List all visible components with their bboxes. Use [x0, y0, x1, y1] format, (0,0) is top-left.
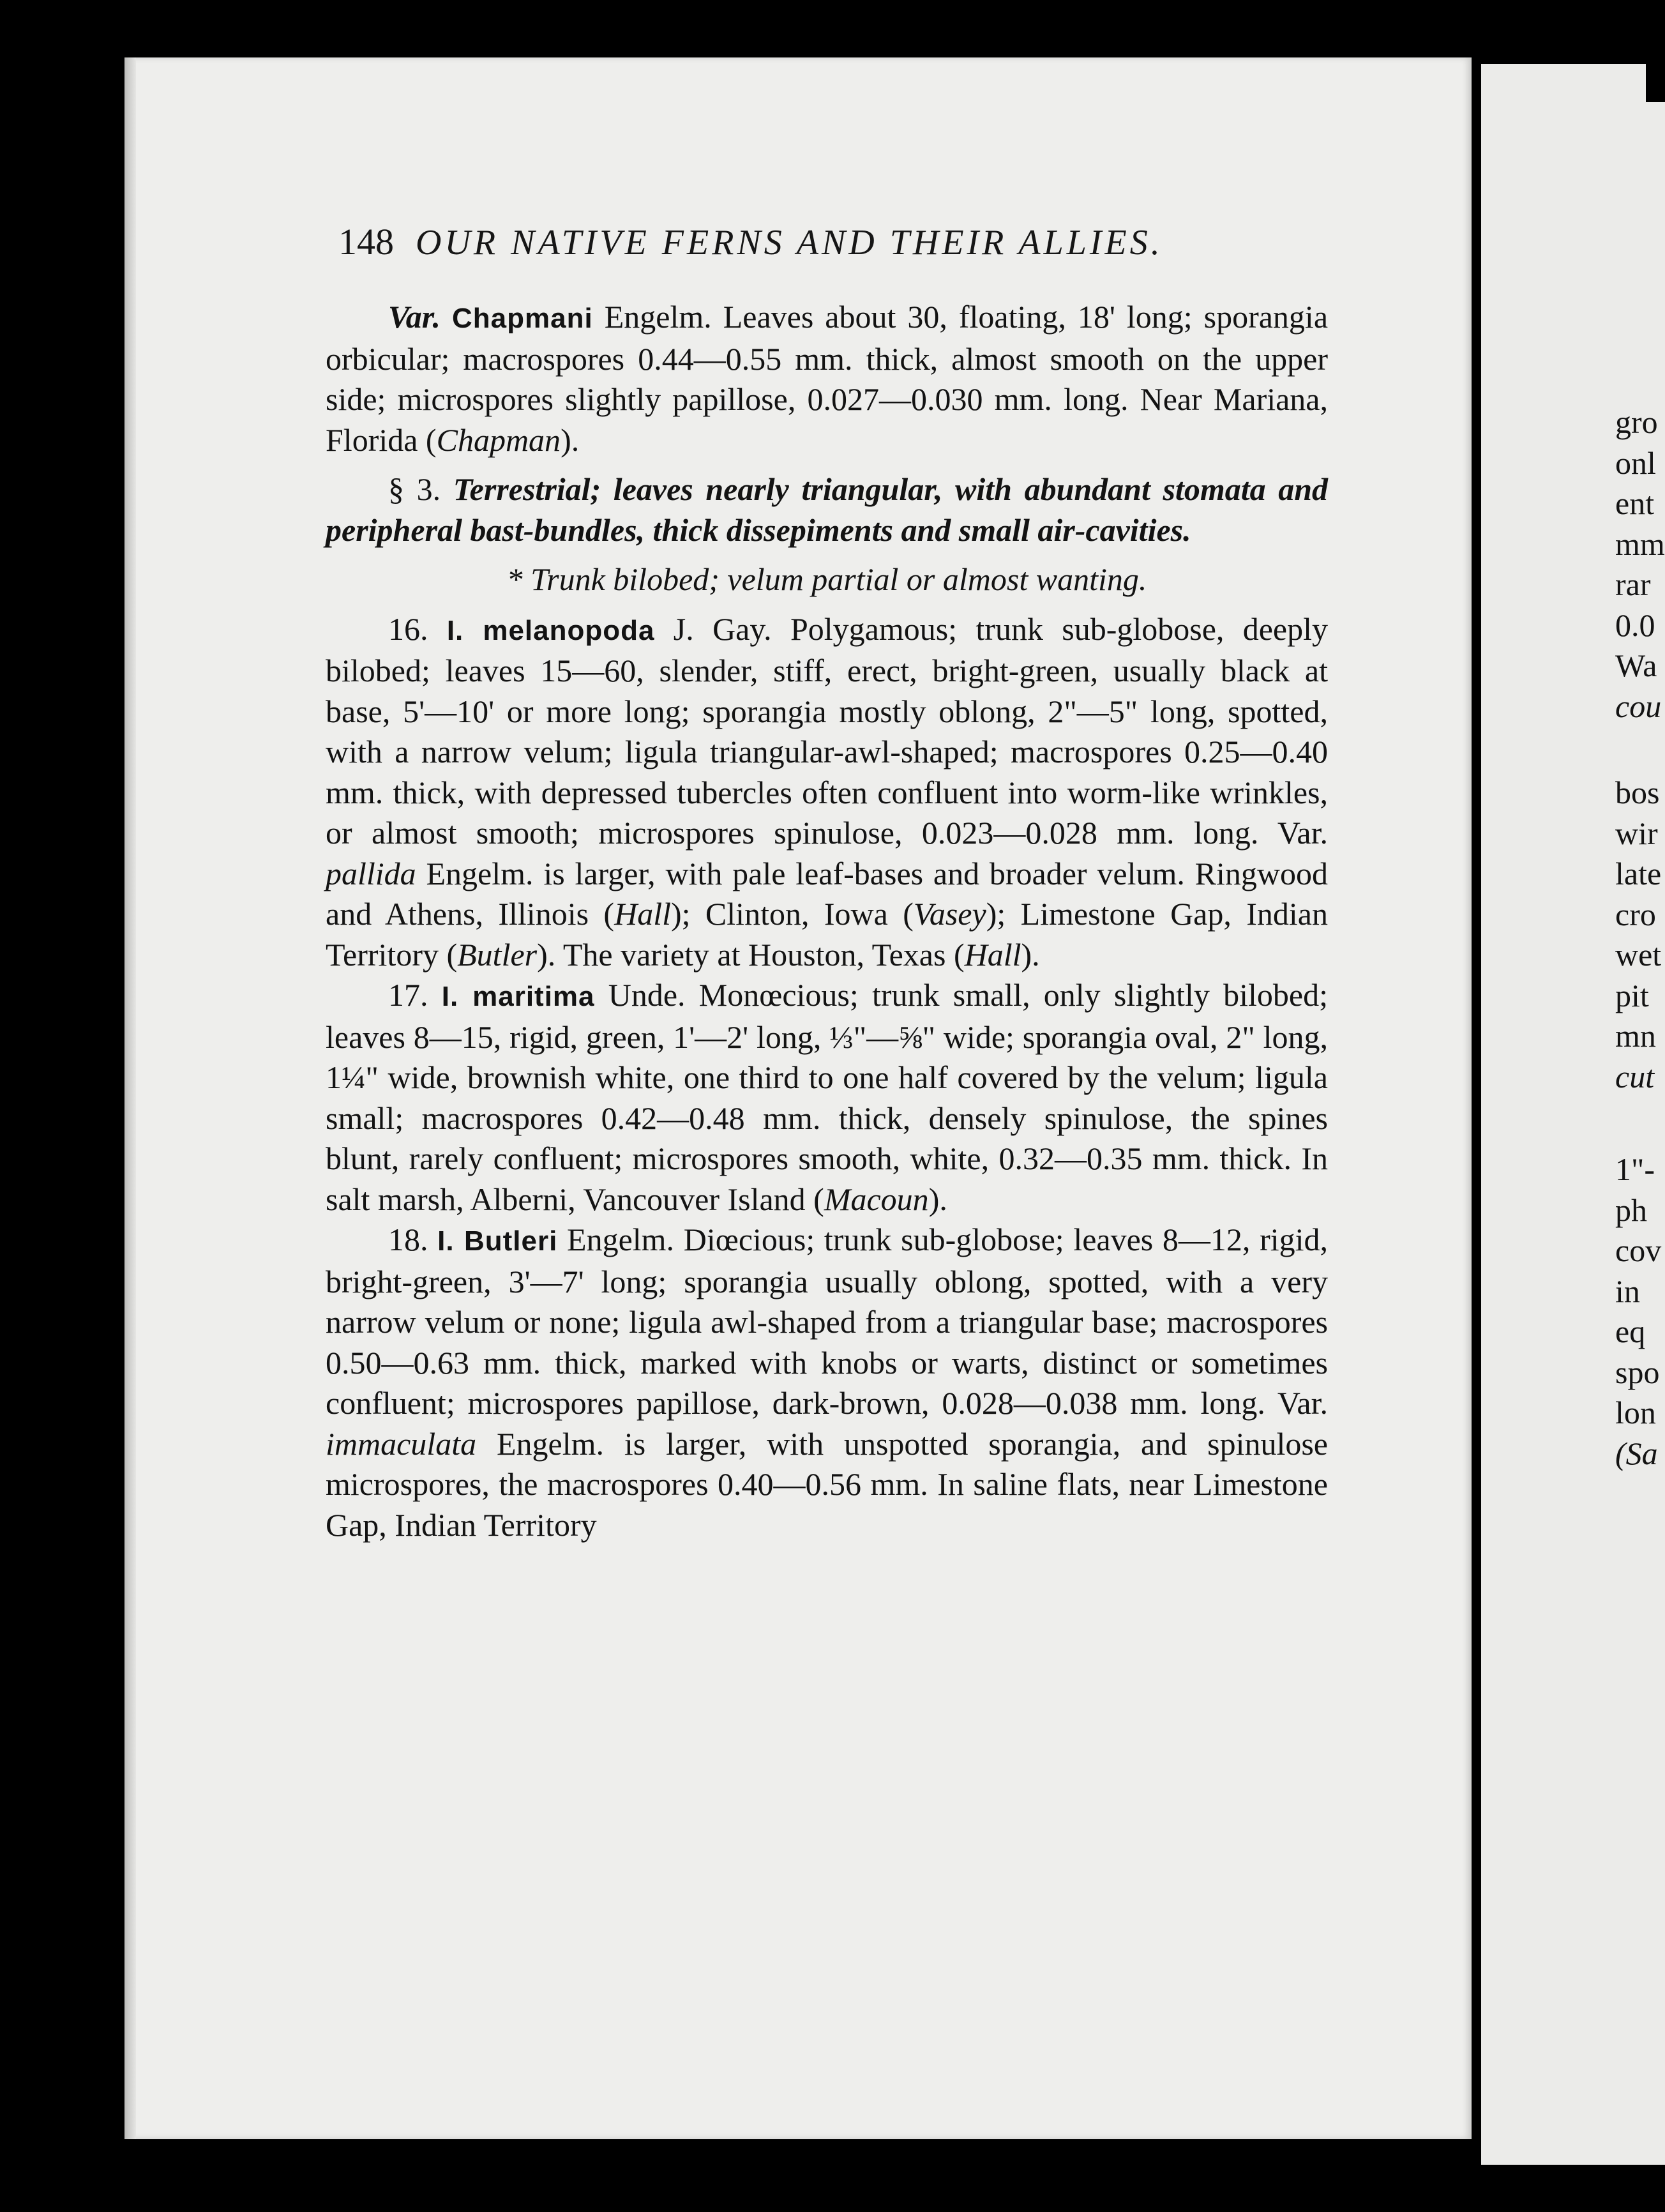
fragment-line: ent: [1615, 485, 1655, 521]
fragment-line: cov: [1615, 1232, 1662, 1268]
entry-text: Engelm. Leaves about 30, floating, 18' long; sporangia orbicular; macrospores 0.44—0.55 mm. thick, almost smooth on the upper side; microspores slightly papillose, 0.027—0.030 mm. long. Near Mariana, Florida (: [326, 299, 1329, 458]
fragment-line: mm: [1615, 526, 1665, 562]
entry-name: I. maritima: [441, 981, 595, 1012]
fragment-line: cut: [1615, 1058, 1655, 1095]
right-page-edge: [1481, 64, 1665, 2165]
entry-text: Unde. Monœcious; trunk small, only slightly bilobed; leaves 8—15, rigid, green, 1'—2' long, ⅓"—⅝" wide; sporangia oval, 2" long, 1¼" wide, brownish white, one third to one half covered by the velum; ligula small; macrospores 0.42—0.48 mm. thick, densely spinulose, the spines blunt, rarely confluent; microspores smooth, white, 0.32—0.35 mm. thick. In salt marsh, Alberni, Vancouver Island (: [326, 977, 1329, 1217]
fragment-line: in: [1615, 1273, 1640, 1309]
page-number: 148: [338, 221, 394, 262]
variety-name: pallida: [326, 855, 416, 891]
collector: Butler: [457, 936, 538, 973]
entry-butleri: [326, 1220, 1328, 1545]
fragment-line: Wa: [1615, 648, 1657, 683]
entry-number: 18.: [388, 1222, 428, 1257]
entry-text: ).: [1021, 936, 1040, 973]
collector: Hall: [964, 936, 1021, 973]
entry-text: Engelm. is larger, with unspotted sporangia, and spinulose microspores, the macrospores 0.40—0.56 mm. In saline flats, near Limestone Gap, Indian Territory: [326, 1425, 1328, 1543]
entry-text: J. Gay. Polygamous; trunk sub-globose, deeply bilobed; leaves 15—60, slender, stiff, erect, bright-green, usually black at base, 5'—10' or more long; sporangia mostly oblong, 2"—5" long, spotted, with a narrow velum; ligula triangular-awl-shaped; macrospores 0.25—0.40 mm. thick, with depressed tubercles often confluent into worm-like wrinkles, or almost smooth; microspores spinulose, 0.023—0.028 mm. long. Var.: [326, 610, 1329, 851]
entry-text: Engelm. Diœcious; trunk sub-globose; leaves 8—12, rigid, bright-green, 3'—7' long; sporangia usually oblong, spotted, with a very narrow velum or none; ligula awl-shaped from a triangular base; macrospores 0.50—0.63 mm. thick, marked with knobs or warts, distinct or sometimes confluent; microspores papillose, dark-brown, 0.028—0.038 mm. long. Var.: [326, 1222, 1329, 1421]
entry-text: ); Clinton, Iowa (: [671, 896, 914, 932]
collector: Macoun: [824, 1181, 929, 1217]
entry-number: 16.: [388, 610, 428, 647]
entry-end: ).: [561, 421, 580, 458]
fragment-line: gro: [1615, 404, 1658, 440]
entry-text: ); Limestone Gap, Indian Territory (: [326, 896, 1328, 973]
page-spine-shadow: [124, 57, 136, 2139]
fragment-line: cou: [1615, 688, 1662, 724]
entry-number: 17.: [388, 977, 428, 1013]
fragment-line: lon: [1615, 1395, 1656, 1430]
entry-prefix: Var.: [388, 299, 441, 335]
section-text: Terrestrial; leaves nearly triangular, with abundant stomata and peripheral bast-bundles, thick dissepiments and small air-cavities.: [326, 471, 1329, 548]
facing-page-fragment-3: [1615, 1149, 1665, 1474]
entry-text: Engelm. is larger, with pale leaf-bases and broader velum. Ringwood and Athens, Illinois (: [326, 855, 1329, 932]
fragment-line: mn: [1615, 1018, 1656, 1054]
facing-page-fragment-1: [1615, 402, 1665, 727]
fragment-line: wir: [1615, 815, 1658, 851]
fragment-line: ph: [1615, 1192, 1647, 1228]
entry-var-chapmani: [326, 297, 1328, 460]
entry-authority: Chapman: [436, 421, 561, 458]
fragment-line: 0.0: [1615, 607, 1655, 643]
fragment-line: eq: [1615, 1314, 1646, 1349]
page-body: [326, 297, 1328, 1545]
section-label: § 3.: [388, 471, 441, 507]
fragment-line: pit: [1615, 977, 1649, 1013]
entry-name: Chapmani: [452, 303, 593, 334]
running-head: [338, 220, 1251, 263]
entry-text: ).: [928, 1181, 947, 1217]
running-title: OUR NATIVE FERNS AND THEIR ALLIES.: [416, 223, 1163, 262]
fragment-line: rar: [1615, 566, 1651, 602]
scan-corner-mark: [1646, 64, 1665, 102]
fragment-line: wet: [1615, 937, 1662, 973]
facing-page-fragment-2: [1615, 773, 1665, 1097]
entry-name: I. Butleri: [437, 1225, 558, 1257]
section-heading: [326, 469, 1328, 550]
entry-melanopoda: [326, 609, 1328, 976]
fragment-line: late: [1615, 856, 1662, 891]
entry-maritima: [326, 975, 1328, 1220]
entry-text: ). The variety at Houston, Texas (: [537, 936, 965, 973]
collector: Vasey: [913, 896, 986, 932]
fragment-line: cro: [1615, 896, 1656, 932]
variety-name: immaculata: [326, 1425, 477, 1462]
collector: Hall: [614, 896, 671, 932]
entry-name: I. melanopoda: [446, 614, 655, 646]
fragment-line: onl: [1615, 444, 1656, 481]
fragment-line: 1"-: [1615, 1151, 1655, 1187]
fragment-line: (Sa: [1615, 1435, 1658, 1471]
fragment-line: bos: [1615, 775, 1660, 810]
subsection-heading: * Trunk bilobed; velum partial or almost wanting.: [506, 561, 1147, 597]
fragment-line: spo: [1615, 1354, 1660, 1390]
